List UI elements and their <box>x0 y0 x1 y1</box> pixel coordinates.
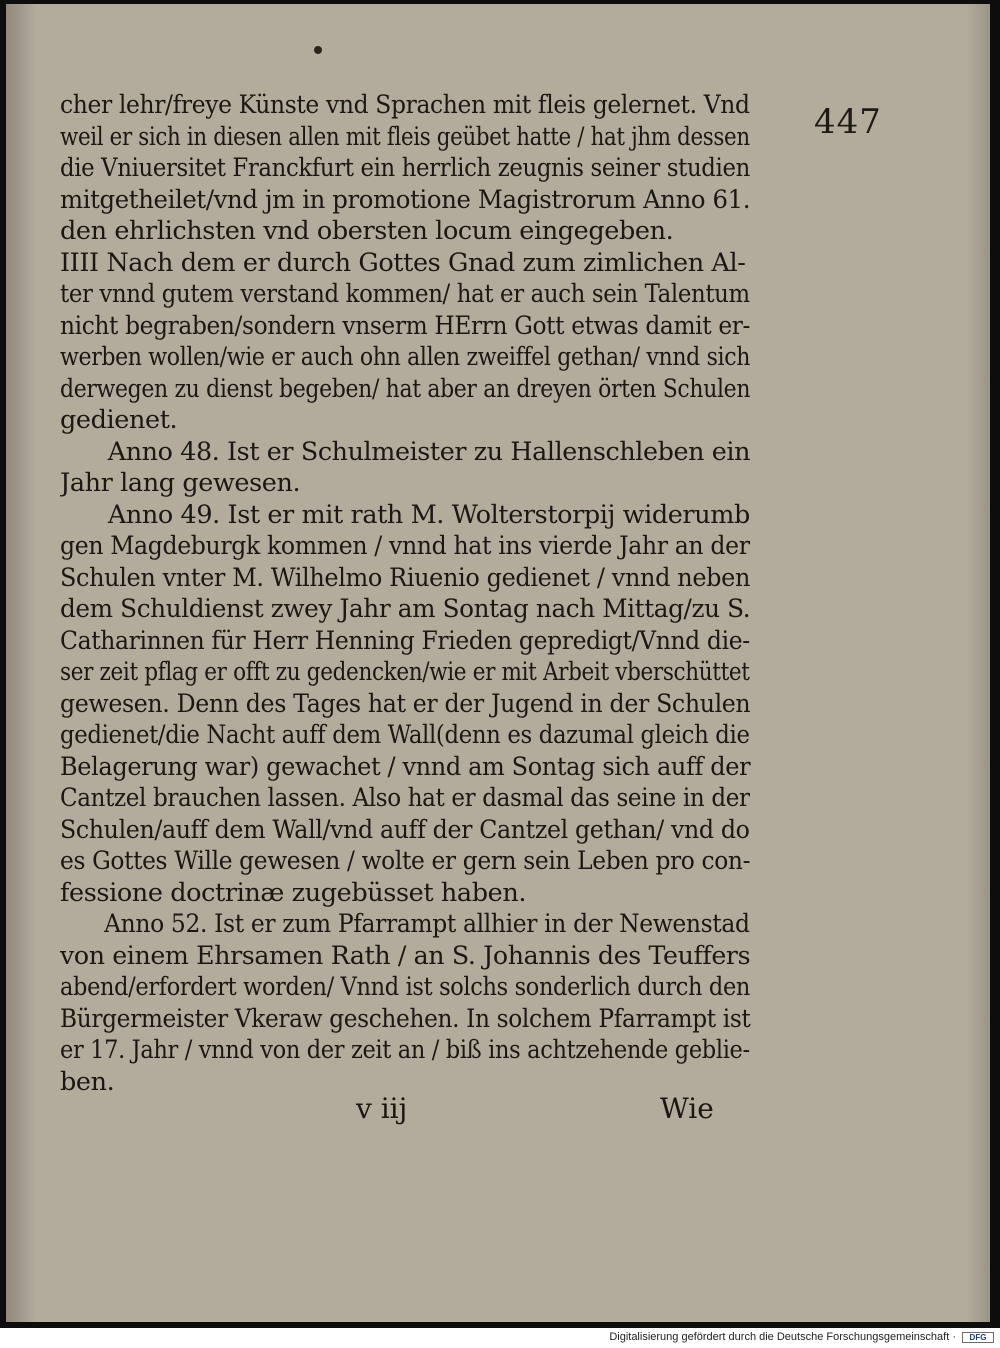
text-line: den ehrlichsten vnd obersten locum eingegeben. <box>60 216 674 246</box>
text-line: gedienet. <box>60 405 178 435</box>
dfg-logo: DFG <box>962 1332 994 1343</box>
text-line: Catharinnen für Herr Henning Frieden gepredigt/Vnnd die- <box>60 625 750 656</box>
text-line: Anno 52. Ist er zum Pfarrampt allhier in der Newenstad <box>104 909 750 939</box>
page-footer <box>6 1092 990 1132</box>
text-line: ser zeit pflag er offt zu gedencken/wie er mit Arbeit vberschüttet <box>60 657 750 687</box>
text-line: Cantzel brauchen lassen. Also hat er dasmal das seine in der <box>60 783 750 813</box>
text-line: Schulen vnter M. Wilhelmo Riuenio gedienet / vnnd neben <box>60 562 751 593</box>
text-line: gewesen. Denn des Tages hat er der Jugend in der Schulen <box>60 688 751 719</box>
text-line: Schulen/auff dem Wall/vnd auff der Cantzel gethan/ vnd do <box>60 814 750 845</box>
text-line: derwegen zu dienst begeben/ hat aber an dreyen örten Schulen <box>60 373 751 404</box>
signature-mark: v iij <box>356 1092 408 1125</box>
text-line: dem Schuldienst zwey Jahr am Sontag nach Mittag/zu S. <box>60 594 751 624</box>
text-line: Anno 49. Ist er mit rath M. Wolterstorpij widerumb <box>107 499 750 530</box>
text-line: es Gottes Wille gewesen / wolte er gern sein Leben pro con- <box>60 846 751 876</box>
catchword: Wie <box>660 1092 714 1125</box>
ink-mark <box>314 46 322 54</box>
page-number: 447 <box>814 102 882 142</box>
text-line: cher lehr/freye Künste vnd Sprachen mit fleis gelernet. Vnd <box>60 90 750 120</box>
book-page <box>6 4 990 1322</box>
text-line: mitgetheilet/vnd jm in promotione Magistrorum Anno 61. <box>60 184 751 215</box>
text-line: fessione doctrinæ zugebüsset haben. <box>60 877 527 908</box>
text-line: ben. <box>60 1066 115 1097</box>
text-line: Anno 48. Ist er Schulmeister zu Hallenschleben ein <box>107 436 751 467</box>
text-line: Belagerung war) gewachet / vnnd am Sontag sich auff der <box>60 751 751 782</box>
text-line: weil er sich in diesen allen mit fleis geübet hatte / hat jhm dessen <box>60 121 750 152</box>
body-text <box>60 90 750 1098</box>
text-line: werben wollen/wie er auch ohn allen zweiffel gethan/ vnnd sich <box>60 342 751 372</box>
text-line: von einem Ehrsamen Rath / an S. Johannis des Teuffers <box>60 940 751 971</box>
text-line: die Vniuersitet Franckfurt ein herrlich zeugnis seiner studien <box>60 153 750 183</box>
text-line: Bürgermeister Vkeraw geschehen. In solchem Pfarrampt ist <box>60 1003 751 1034</box>
text-line: nicht begraben/sondern vnserm HErrn Gott etwas damit er- <box>60 310 751 341</box>
text-line: gedienet/die Nacht auff dem Wall(denn es dazumal gleich die <box>60 720 750 750</box>
funding-credit: Digitalisierung gefördert durch die Deutsche Forschungsgemeinschaft · <box>609 1331 956 1343</box>
text-line: Jahr lang gewesen. <box>60 468 301 498</box>
text-line: IIII Nach dem er durch Gottes Gnad zum zimlichen Al- <box>60 247 746 278</box>
text-line: gen Magdeburgk kommen / vnnd hat ins vierde Jahr an der <box>60 531 750 561</box>
text-line: er 17. Jahr / vnnd von der zeit an / biß ins achtzehende geblie- <box>60 1035 750 1065</box>
text-line: ter vnnd gutem verstand kommen/ hat er auch sein Talentum <box>60 279 750 309</box>
text-line: abend/erfordert worden/ Vnnd ist solchs sonderlich durch den <box>60 972 751 1002</box>
credit-bar <box>0 1328 1000 1348</box>
